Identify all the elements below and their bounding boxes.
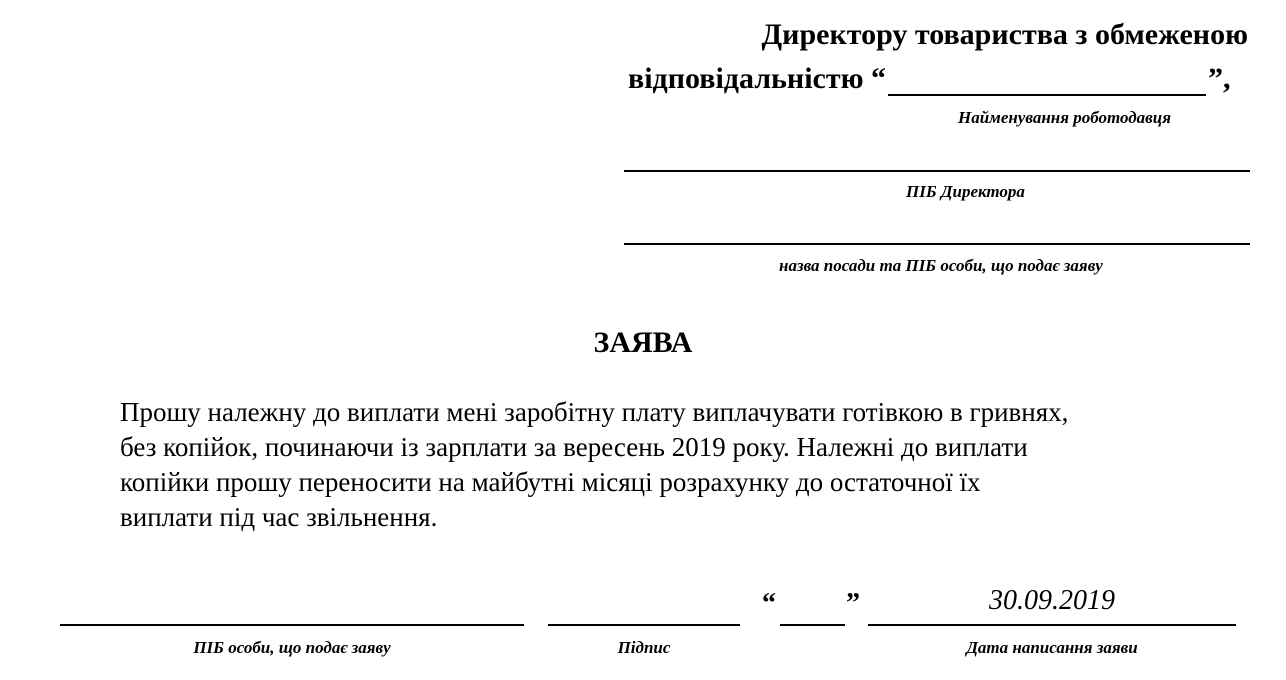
- day-quote-close: ”: [846, 588, 860, 619]
- director-name-blank: [624, 170, 1250, 172]
- applicant-name-blank: [60, 624, 524, 626]
- date-caption: Дата написання заяви: [966, 638, 1138, 657]
- applicant-position-blank: [624, 243, 1250, 245]
- body-line: виплати під час звільнення.: [120, 502, 438, 532]
- date-value: 30.09.2019: [989, 585, 1115, 616]
- director-caption: ПІБ Директора: [906, 182, 1025, 201]
- employer-name-blank: [888, 64, 1206, 96]
- addressee-line-1: Директору товариства з обмеженою: [761, 18, 1248, 51]
- day-blank: [780, 624, 845, 626]
- document-title-text: ЗАЯВА: [593, 326, 693, 359]
- applicant-name-caption: ПІБ особи, що подає заяву: [193, 638, 391, 657]
- document-title: [0, 326, 1286, 360]
- signature-blank: [548, 624, 740, 626]
- applicant-caption: назва посади та ПІБ особи, що подає заяву: [779, 256, 1103, 275]
- body-line: Прошу належну до виплати мені заробітну плату виплачувати готівкою в гривнях,: [120, 397, 1069, 427]
- addressee-line-2-prefix: відповідальністю “: [628, 62, 887, 95]
- date-blank: [868, 624, 1236, 626]
- employer-caption: Найменування роботодавця: [958, 108, 1171, 127]
- addressee-line-2-suffix: ”,: [1208, 62, 1231, 95]
- body-line: без копійок, починаючи із зарплати за вересень 2019 року. Належні до виплати: [120, 432, 1028, 462]
- body-line: копійки прошу переносити на майбутні місяці розрахунку до остаточної їх: [120, 467, 981, 497]
- addressee-line-2: [628, 62, 1231, 96]
- day-quote-open: “: [762, 588, 776, 619]
- signature-caption: Підпис: [617, 638, 671, 657]
- document-body: [120, 395, 1230, 535]
